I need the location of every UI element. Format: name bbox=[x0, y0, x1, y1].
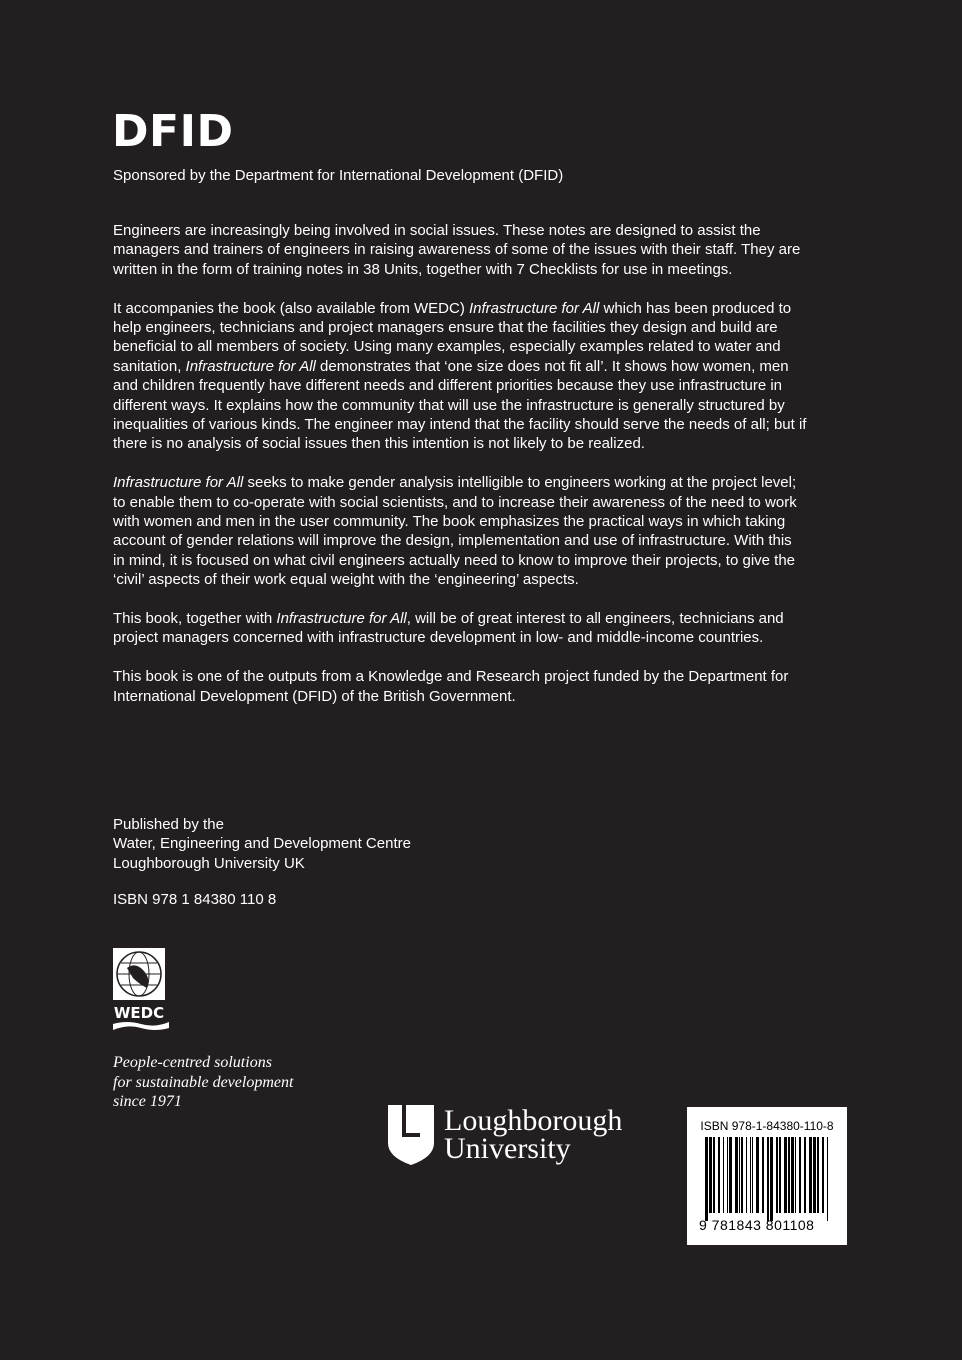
text-segment: seeks to make gender analysis intelligible to engineers working at the project level; bbox=[243, 474, 797, 492]
text-segment: ‘civil’ aspects of their work equal weight with the ‘engineering’ aspects. bbox=[113, 571, 579, 589]
wedc-logo bbox=[113, 948, 169, 1037]
text-line bbox=[113, 667, 853, 686]
barcode-bar bbox=[776, 1137, 778, 1213]
book-title: Infrastructure for All bbox=[113, 474, 244, 492]
barcode-bar bbox=[729, 1137, 732, 1213]
text-line bbox=[113, 318, 853, 337]
book-title: Infrastructure for All bbox=[276, 610, 407, 628]
text-segment: in mind, it is focused on what civil engineers actually need to know to improve their projects, to give the bbox=[113, 551, 796, 569]
text-line bbox=[113, 551, 853, 570]
text-segment: Engineers are increasingly being involved in social issues. These notes are designed to assist the bbox=[113, 222, 761, 239]
loughborough-logo bbox=[388, 1105, 622, 1165]
barcode-bar bbox=[746, 1137, 747, 1213]
barcode-bar bbox=[723, 1137, 724, 1213]
text-line bbox=[113, 376, 853, 395]
text-line bbox=[113, 357, 853, 376]
publisher-line: Water, Engineering and Development Centre bbox=[113, 835, 411, 853]
barcode-bar bbox=[713, 1137, 715, 1213]
barcode-bar bbox=[813, 1137, 816, 1213]
university-name: Loughborough bbox=[444, 1104, 623, 1137]
text-line bbox=[113, 473, 853, 492]
book-title: Infrastructure for All bbox=[468, 299, 600, 317]
text-line bbox=[113, 687, 853, 706]
text-line bbox=[113, 609, 853, 628]
text-segment: help engineers, technicians and project managers ensure that the facilities they design and build are bbox=[113, 319, 778, 337]
barcode-bar bbox=[718, 1137, 720, 1213]
isbn-text: ISBN 978 1 84380 110 8 bbox=[113, 891, 277, 908]
barcode-bar bbox=[804, 1137, 806, 1213]
text-segment: This book, together with bbox=[113, 610, 277, 628]
paragraph bbox=[113, 609, 853, 648]
tagline-line: since 1971 bbox=[113, 1093, 182, 1110]
sponsor-line: Sponsored by the Department for International Development (DFID) bbox=[113, 167, 564, 184]
blurb bbox=[113, 221, 853, 725]
text-line bbox=[113, 299, 853, 318]
text-segment: This book is one of the outputs from a Knowledge and Research project funded by the Department for bbox=[113, 668, 789, 686]
barcode-bar bbox=[709, 1137, 712, 1213]
text-line bbox=[113, 434, 853, 453]
barcode-digits: 9 781843 801108 bbox=[699, 1217, 815, 1233]
barcode-bar bbox=[795, 1137, 796, 1213]
barcode-bar bbox=[767, 1137, 769, 1221]
wedc-tagline bbox=[113, 1053, 293, 1112]
text-segment: demonstrates that ‘one size does not fit all’. It shows how women, men bbox=[315, 357, 789, 375]
paragraph bbox=[113, 221, 853, 279]
shield-icon bbox=[388, 1105, 434, 1165]
barcode-bar bbox=[750, 1137, 751, 1213]
barcode-bar bbox=[770, 1137, 773, 1221]
text-segment: written in the form of training notes in 38 Units, together with 7 Checklists for use in meetings. bbox=[113, 260, 733, 278]
paragraph bbox=[113, 473, 853, 589]
text-line bbox=[113, 570, 853, 589]
barcode-bar bbox=[827, 1137, 828, 1221]
text-segment: and children frequently have different needs and different priorities because they use infrastructure in bbox=[113, 377, 783, 395]
barcode-bar bbox=[791, 1137, 794, 1213]
text-line bbox=[113, 260, 853, 279]
barcode-bar bbox=[809, 1137, 812, 1213]
barcode-bars bbox=[705, 1137, 831, 1223]
barcode-bar bbox=[727, 1137, 728, 1213]
publisher-line: Published by the bbox=[113, 816, 224, 833]
globe-icon bbox=[113, 948, 169, 1032]
text-segment: inequalities of various kinds. The engineer may intend that the facility should serve the needs of all; but if bbox=[113, 416, 807, 434]
barcode-bar bbox=[735, 1137, 738, 1213]
publisher-info bbox=[113, 815, 411, 873]
text-line bbox=[113, 531, 853, 550]
barcode-bar bbox=[741, 1137, 743, 1213]
barcode bbox=[687, 1107, 847, 1245]
barcode-bar bbox=[762, 1137, 764, 1213]
book-title: Infrastructure for All bbox=[185, 357, 316, 375]
text-segment: there is no analysis of social issues then this intention is not likely to be realized. bbox=[113, 435, 645, 453]
text-segment: sanitation, bbox=[113, 357, 186, 375]
text-line bbox=[113, 337, 853, 356]
barcode-bar bbox=[788, 1137, 790, 1213]
text-segment: which has been produced to bbox=[599, 299, 792, 317]
barcode-bar bbox=[779, 1137, 781, 1213]
paragraph bbox=[113, 299, 853, 454]
text-segment: beneficial to all members of society. Using many examples, especially examples related to water and bbox=[113, 338, 781, 356]
text-segment: account of gender relations will improve the design, implementation and use of infrastructure. With this bbox=[113, 532, 792, 550]
text-segment: managers and trainers of engineers in raising awareness of some of the issues with their staff. They are bbox=[113, 241, 801, 259]
text-segment: , will be of great interest to all engineers, technicians and bbox=[406, 610, 784, 628]
text-segment: different ways. It explains how the community that will use the infrastructure is generally structured by bbox=[113, 396, 785, 414]
svg-text:WEDC: WEDC bbox=[113, 1004, 165, 1022]
university-word: University bbox=[444, 1132, 571, 1165]
barcode-bar bbox=[752, 1137, 753, 1213]
paragraph bbox=[113, 667, 853, 706]
text-line bbox=[113, 628, 853, 647]
text-line bbox=[113, 240, 853, 259]
text-line bbox=[113, 415, 853, 434]
barcode-bar bbox=[756, 1137, 759, 1213]
publisher-line: Loughborough University UK bbox=[113, 854, 305, 872]
tagline-line: for sustainable development bbox=[113, 1073, 294, 1091]
barcode-bar bbox=[705, 1137, 708, 1221]
barcode-bar bbox=[739, 1137, 740, 1213]
text-line bbox=[113, 221, 853, 240]
text-segment: It accompanies the book (also available from WEDC) bbox=[113, 299, 469, 317]
text-line bbox=[113, 512, 853, 531]
text-line bbox=[113, 396, 853, 415]
tagline-line: People-centred solutions bbox=[113, 1054, 272, 1071]
barcode-bar bbox=[817, 1137, 819, 1213]
text-segment: to enable them to co-operate with social scientists, and to increase their awareness of the need to work bbox=[113, 493, 797, 511]
barcode-bar bbox=[822, 1137, 824, 1213]
dfid-title: DFID bbox=[112, 106, 234, 157]
barcode-bar bbox=[784, 1137, 787, 1213]
text-segment: International Development (DFID) of the British Government. bbox=[113, 687, 516, 705]
barcode-isbn: ISBN 978-1-84380-110-8 bbox=[700, 1119, 834, 1133]
text-line bbox=[113, 493, 853, 512]
text-segment: with women and men in the user community. The book emphasizes the practical ways in which taking bbox=[113, 513, 786, 531]
barcode-bar bbox=[799, 1137, 801, 1213]
text-segment: project managers concerned with infrastructure development in low- and middle-income countries. bbox=[113, 629, 764, 647]
